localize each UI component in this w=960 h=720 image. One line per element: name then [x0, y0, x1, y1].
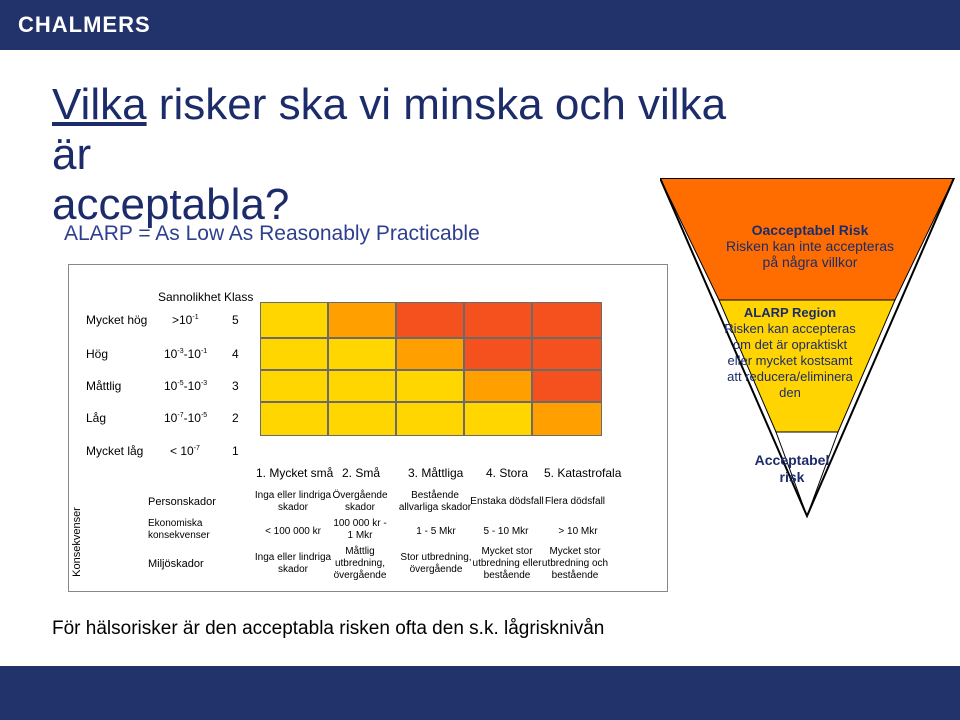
class-1: 1 [232, 444, 239, 458]
cell-4-4 [464, 338, 532, 370]
cons-ekonomiska-1: < 100 000 kr [265, 526, 321, 537]
consequence-class-3: 3. Måttliga [408, 466, 464, 480]
class-2: 2 [232, 411, 239, 425]
cell-5-2 [328, 302, 396, 338]
title-line1-rest: risker ska vi minska och vilka är [52, 80, 727, 179]
cons-personskador-4: Enstaka dödsfall [470, 496, 544, 507]
cons-miljoskador-5: Mycket stor utbredning och bestående [541, 546, 609, 581]
prob-lag: $10^{-7}-10^{-5}$ [164, 411, 208, 425]
cons-miljoskador-3: Stor utbredning, övergående [400, 552, 472, 575]
cons-ekonomiska-2: 100 000 kr - 1 Mkr [333, 518, 387, 541]
cons-ekonomiska-4: 5 - 10 Mkr [483, 526, 529, 537]
cons-ekonomiska-5: > 10 Mkr [558, 526, 598, 537]
consequence-class-1: 1. Mycket små [256, 466, 334, 480]
cons-miljoskador-2: Måttlig utbredning, övergående [333, 546, 387, 581]
cell-3-3 [396, 370, 464, 402]
consequence-class-5: 5. Katastrofala [544, 466, 622, 480]
bottom-bar [0, 666, 960, 720]
unacceptable-title: Oacceptabel Risk [751, 222, 869, 238]
cons-personskador-3: Bestående allvarliga skador [398, 490, 472, 513]
cell-5-4 [464, 302, 532, 338]
cons-miljoskador-4: Mycket stor utbredning eller bestående [472, 546, 542, 581]
cons-personskador-5: Flera dödsfall [544, 496, 606, 507]
prob-hog: $10^{-3}-10^{-1}$ [164, 347, 208, 361]
cell-3-2 [328, 370, 396, 402]
cell-2-2 [328, 402, 396, 436]
class-5: 5 [232, 313, 239, 327]
cell-4-3 [396, 338, 464, 370]
cell-3-1 [260, 370, 328, 402]
cell-4-5 [532, 338, 602, 370]
prob-mattlig: $10^{-5}-10^{-3}$ [164, 379, 208, 393]
cell-2-4 [464, 402, 532, 436]
unacceptable-text [700, 222, 920, 270]
alarp-title: ALARP Region [743, 305, 837, 320]
cell-4-2 [328, 338, 396, 370]
cell-5-5 [532, 302, 602, 338]
cell-2-1 [260, 402, 328, 436]
chalmers-logo: CHALMERS [18, 12, 151, 37]
class-3: 3 [232, 379, 239, 393]
class-4: 4 [232, 347, 239, 361]
cons-personskador-1: Inga eller lindriga skador [254, 490, 332, 513]
title-underlined-word: Vilka [52, 80, 147, 129]
cons-row-label-ekonomiska: Ekonomiska konsekvenser [148, 518, 210, 541]
cons-row-label-personskador: Personskador [148, 496, 216, 508]
cell-3-4 [464, 370, 532, 402]
row-label-mattlig: Måttlig [86, 379, 122, 393]
acceptable-title: Acceptabel risk [754, 452, 830, 485]
bottom-note: För hälsorisker är den acceptabla risken ofta den s.k. lågrisknivån [52, 618, 605, 639]
cell-2-5 [532, 402, 602, 436]
unacceptable-desc: Risken kan inte accepteras på några villkor [725, 238, 895, 270]
cell-2-3 [396, 402, 464, 436]
page-title [52, 80, 752, 230]
alarp-desc: Risken kan accepteras om det är opraktiskt eller mycket kostsamt att reducera/eliminera den [724, 321, 856, 400]
title-line2: acceptabla? [52, 180, 290, 229]
class-header: Klass [224, 290, 254, 304]
cell-5-3 [396, 302, 464, 338]
consequences-vertical-label: Konsekvenser [71, 507, 83, 577]
cons-row-label-miljoskador: Miljöskador [148, 558, 204, 570]
cell-3-5 [532, 370, 602, 402]
prob-mycket-hog: $>10^{-1}$ [172, 313, 199, 327]
row-label-mycket-hog: Mycket hög [86, 313, 148, 327]
top-bar [0, 0, 960, 50]
row-label-mycket-lag: Mycket låg [86, 444, 144, 458]
cons-personskador-2: Övergående skador [332, 490, 388, 513]
cons-miljoskador-1: Inga eller lindriga skador [254, 552, 332, 575]
alarp-text [720, 305, 860, 401]
probability-header: Sannolikhet [158, 290, 221, 304]
cell-5-1 [260, 302, 328, 338]
alarp-subtitle: ALARP = As Low As Reasonably Practicable [64, 222, 480, 245]
cons-ekonomiska-3: 1 - 5 Mkr [416, 526, 456, 537]
consequence-class-2: 2. Små [342, 466, 381, 480]
cell-4-1 [260, 338, 328, 370]
row-label-lag: Låg [86, 411, 107, 425]
consequence-class-4: 4. Stora [486, 466, 529, 480]
prob-mycket-lag: < $10^{-7}$ [170, 444, 200, 458]
row-label-hog: Hög [86, 347, 109, 361]
